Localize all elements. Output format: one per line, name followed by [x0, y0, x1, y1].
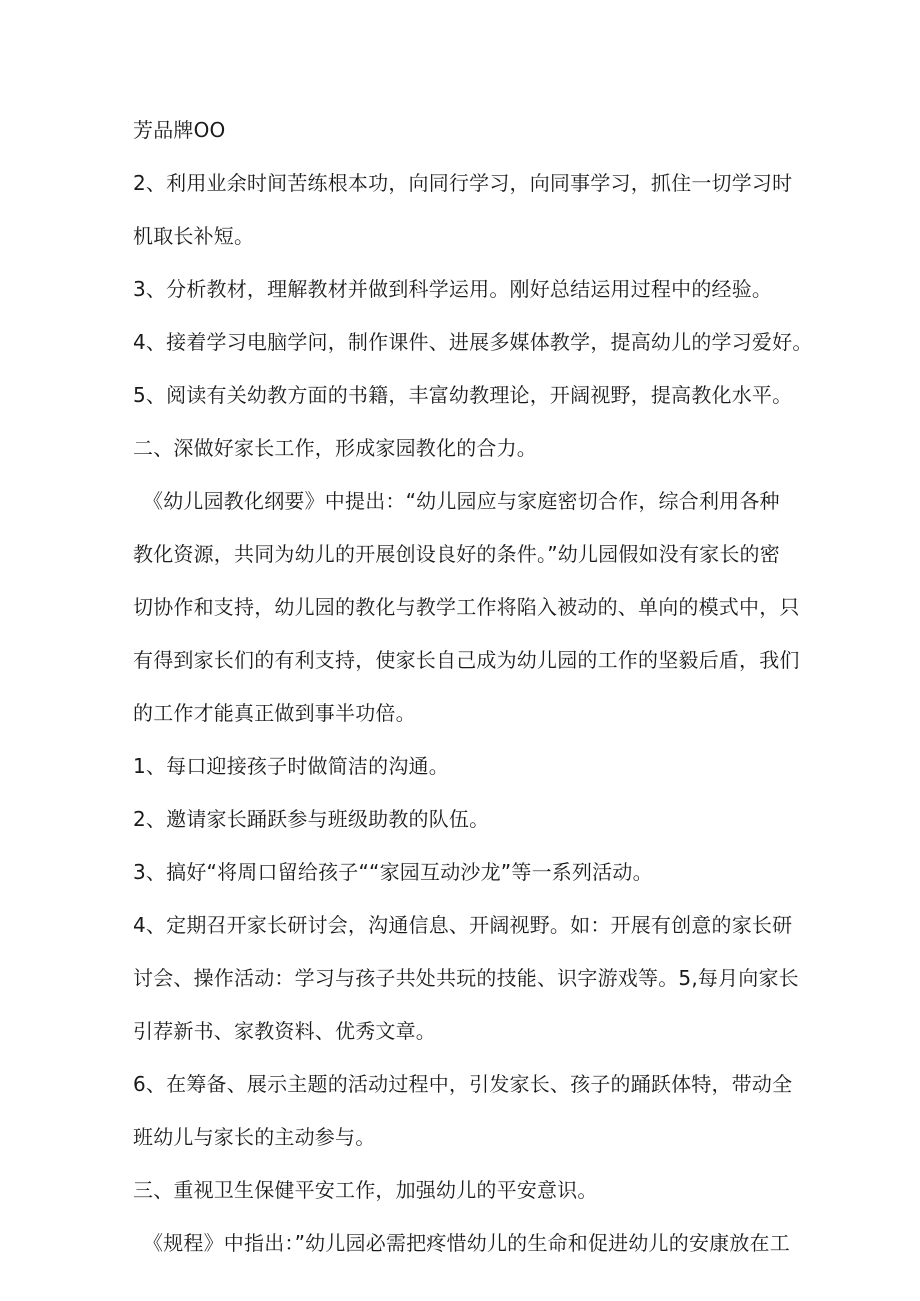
section-heading-2: [133, 431, 813, 465]
text-line: 《幼儿园教化纲要》中提出：“幼儿园应与家庭密切合作，综合利用各种: [143, 489, 780, 513]
paragraph-parent-item-2: [133, 802, 813, 836]
text-line: 4、接着学习电脑学问，制作课件、进展多媒体教学，提高幼儿的学习爱好。: [133, 330, 813, 354]
paragraph-parent-item-1: [133, 749, 813, 783]
text-line: 6、在筹备、展示主题的活动过程中，引发家长、孩子的踊跃体特，带动全: [133, 1072, 793, 1096]
text-line: 引荐新书、家教资料、优秀文章。: [133, 1019, 436, 1043]
text-line: 2、邀请家长踊跃参与班级助教的队伍。: [133, 807, 490, 831]
text-line: 芳品牌OO: [133, 118, 226, 142]
paragraph-parent-item-3: [133, 855, 813, 889]
text-line: 3、分析教材，理解教材并做到科学运用。刚好总结运用过程中的经验。: [133, 277, 773, 301]
text-line: 4、定期召开家长研讨会，沟通信息、开阔视野。如：开展有创意的家长研: [133, 913, 793, 937]
text-line: 讨会、操作活动：学习与孩子共处共玩的技能、识字游戏等。5,每月向家长: [133, 966, 799, 990]
paragraph-brand: [133, 113, 813, 147]
text-line: 的工作才能真正做到事半功倍。: [133, 701, 416, 725]
text-line: 有得到家长们的有利支持，使家长自己成为幼儿园的工作的坚毅后盾，我们: [133, 648, 800, 672]
text-line: 2、利用业余时间苦练根本功，向同行学习，向同事学习，抓住一切学习时: [133, 171, 793, 195]
section-heading: 三、重视卫生保健平安工作，加强幼儿的平安意识。: [133, 1178, 598, 1202]
paragraph-item-2: [133, 166, 813, 253]
paragraph-item-3: [133, 272, 813, 306]
text-line: 机取长补短。: [133, 224, 255, 248]
text-line: 3、搞好“将周口留给孩子““家园互动沙龙”等一系列活动。: [133, 860, 653, 884]
section-heading: 二、深做好家长工作，形成家园教化的合力。: [133, 436, 537, 460]
text-line: 切协作和支持，幼儿园的教化与教学工作将陷入被动的、单向的模式中，只: [133, 595, 800, 619]
section-heading-3: [133, 1173, 813, 1207]
paragraph-parent-item-4: [133, 908, 813, 1048]
text-line: 教化资源，共同为幼儿的开展创设良好的条件。”幼儿园假如没有家长的密: [133, 542, 780, 566]
document-body: [133, 113, 813, 1260]
text-line: 《规程》中指出：”幼儿园必需把疼惜幼儿的生命和促进幼儿的安康放在工: [143, 1231, 790, 1255]
paragraph-regulation-quote: [133, 1226, 813, 1260]
text-line: 班幼儿与家长的主动参与。: [133, 1125, 376, 1149]
paragraph-item-4: [133, 325, 813, 359]
paragraph-item-5: [133, 378, 813, 412]
text-line: 1、每口迎接孩子时做简洁的沟通。: [133, 754, 449, 778]
text-line: 5、阅读有关幼教方面的书籍，丰富幼教理论，开阔视野，提高教化水平。: [133, 383, 793, 407]
paragraph-guideline-quote: [133, 484, 813, 730]
paragraph-parent-item-6: [133, 1067, 813, 1154]
